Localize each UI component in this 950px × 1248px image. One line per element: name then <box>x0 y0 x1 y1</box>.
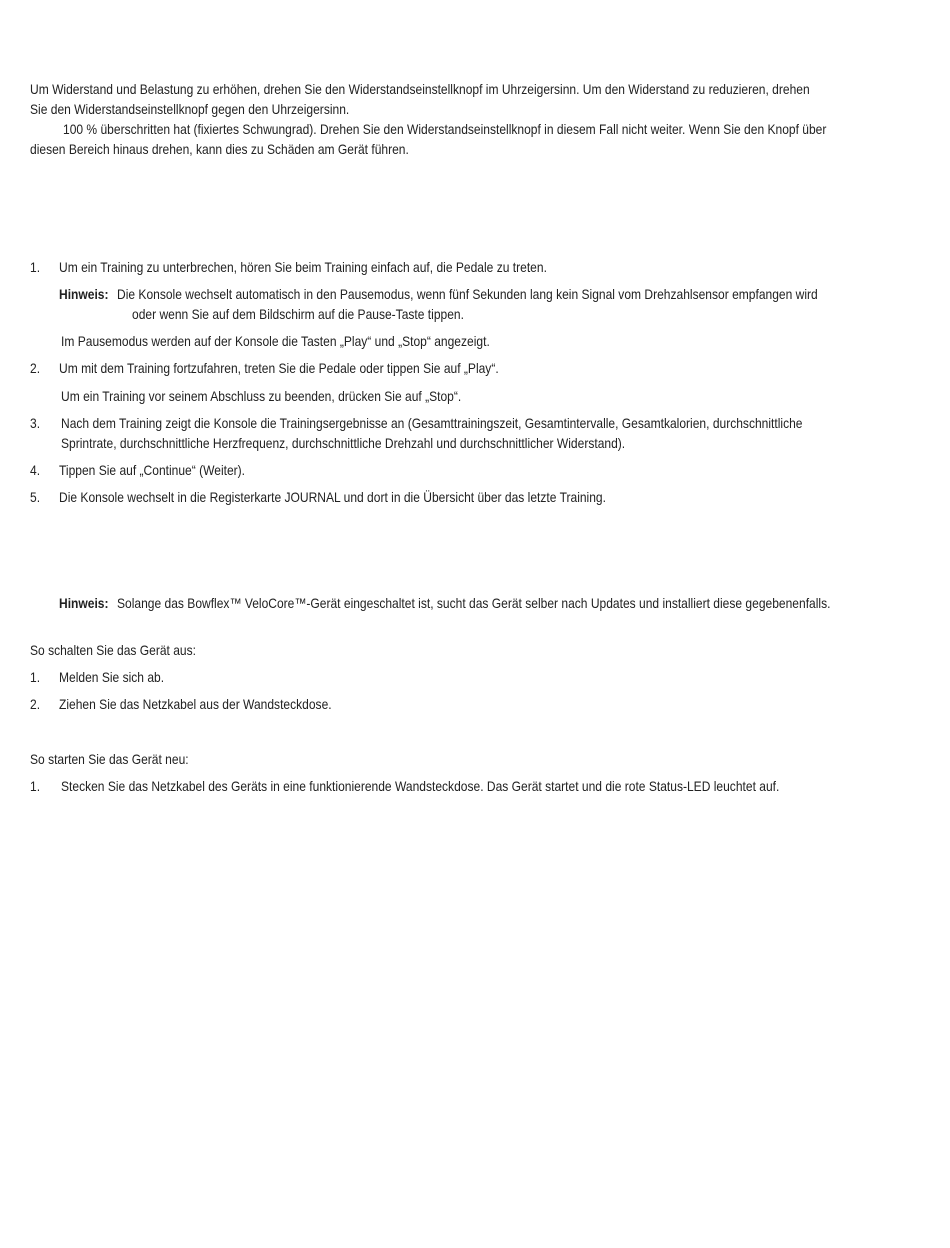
stop-text: Um ein Training vor seinem Abschluss zu beenden, drücken Sie auf „Stop“. <box>61 388 462 404</box>
list-item-number: 1. <box>30 259 41 275</box>
list-item-number: 4. <box>30 462 41 478</box>
update-note-label: Hinweis: <box>59 595 109 611</box>
list-item-number: 1. <box>30 669 41 685</box>
resistance-line-4: diesen Bereich hinaus drehen, kann dies zu Schäden am Gerät führen. <box>30 141 409 157</box>
list-item-number: 2. <box>30 360 41 376</box>
list-item: Um mit dem Training fortzufahren, treten Sie die Pedale oder tippen Sie auf „Play“. <box>59 360 499 376</box>
shutdown-intro: So schalten Sie das Gerät aus: <box>30 642 196 658</box>
list-item-number: 2. <box>30 696 41 712</box>
list-item: Um ein Training zu unterbrechen, hören Sie beim Training einfach auf, die Pedale zu treten. <box>59 259 547 275</box>
list-item: Stecken Sie das Netzkabel des Geräts in eine funktionierende Wandsteckdose. Das Gerät startet und die rote Status-LED leuchtet auf. <box>61 778 780 794</box>
list-item-number: 1. <box>30 778 41 794</box>
update-note-text: Solange das Bowflex™ VeloCore™-Gerät eingeschaltet ist, sucht das Gerät selber nach Updates und installiert diese gegebenenfalls. <box>117 595 831 611</box>
list-item-number: 5. <box>30 489 41 505</box>
list-item: Die Konsole wechselt in die Registerkarte JOURNAL und dort in die Übersicht über das letzte Training. <box>59 489 606 505</box>
list-item: Melden Sie sich ab. <box>59 669 165 685</box>
list-item: Ziehen Sie das Netzkabel aus der Wandsteckdose. <box>59 696 332 712</box>
list-item: Nach dem Training zeigt die Konsole die Trainingsergebnisse an (Gesamttrainingszeit, Gesamtintervalle, Gesamtkalorien, durchschnittliche <box>61 415 803 431</box>
restart-intro: So starten Sie das Gerät neu: <box>30 751 189 767</box>
list-item-number: 3. <box>30 415 41 431</box>
list-item-continued: Sprintrate, durchschnittliche Herzfrequenz, durchschnittliche Drehzahl und durchschnittlicher Widerstand). <box>61 435 626 451</box>
resistance-line-1: Um Widerstand und Belastung zu erhöhen, drehen Sie den Widerstandseinstellknopf im Uhrzeigersinn. Um den Widerstand zu reduzieren, drehen <box>30 81 810 97</box>
note-line-2: oder wenn Sie auf dem Bildschirm auf die Pause-Taste tippen. <box>132 306 464 322</box>
resistance-line-3: 100 % überschritten hat (fixiertes Schwungrad). Drehen Sie den Widerstandseinstellknopf in diesem Fall nicht weiter. Wenn Sie den Knopf über <box>63 121 827 137</box>
note-label: Hinweis: <box>59 286 109 302</box>
pause-mode-text: Im Pausemodus werden auf der Konsole die Tasten „Play“ und „Stop“ angezeigt. <box>61 333 490 349</box>
resistance-line-2: Sie den Widerstandseinstellknopf gegen den Uhrzeigersinn. <box>30 101 350 117</box>
list-item: Tippen Sie auf „Continue“ (Weiter). <box>59 462 246 478</box>
note-line-1: Die Konsole wechselt automatisch in den Pausemodus, wenn fünf Sekunden lang kein Signal vom Drehzahlsensor empfangen wird <box>117 286 818 302</box>
